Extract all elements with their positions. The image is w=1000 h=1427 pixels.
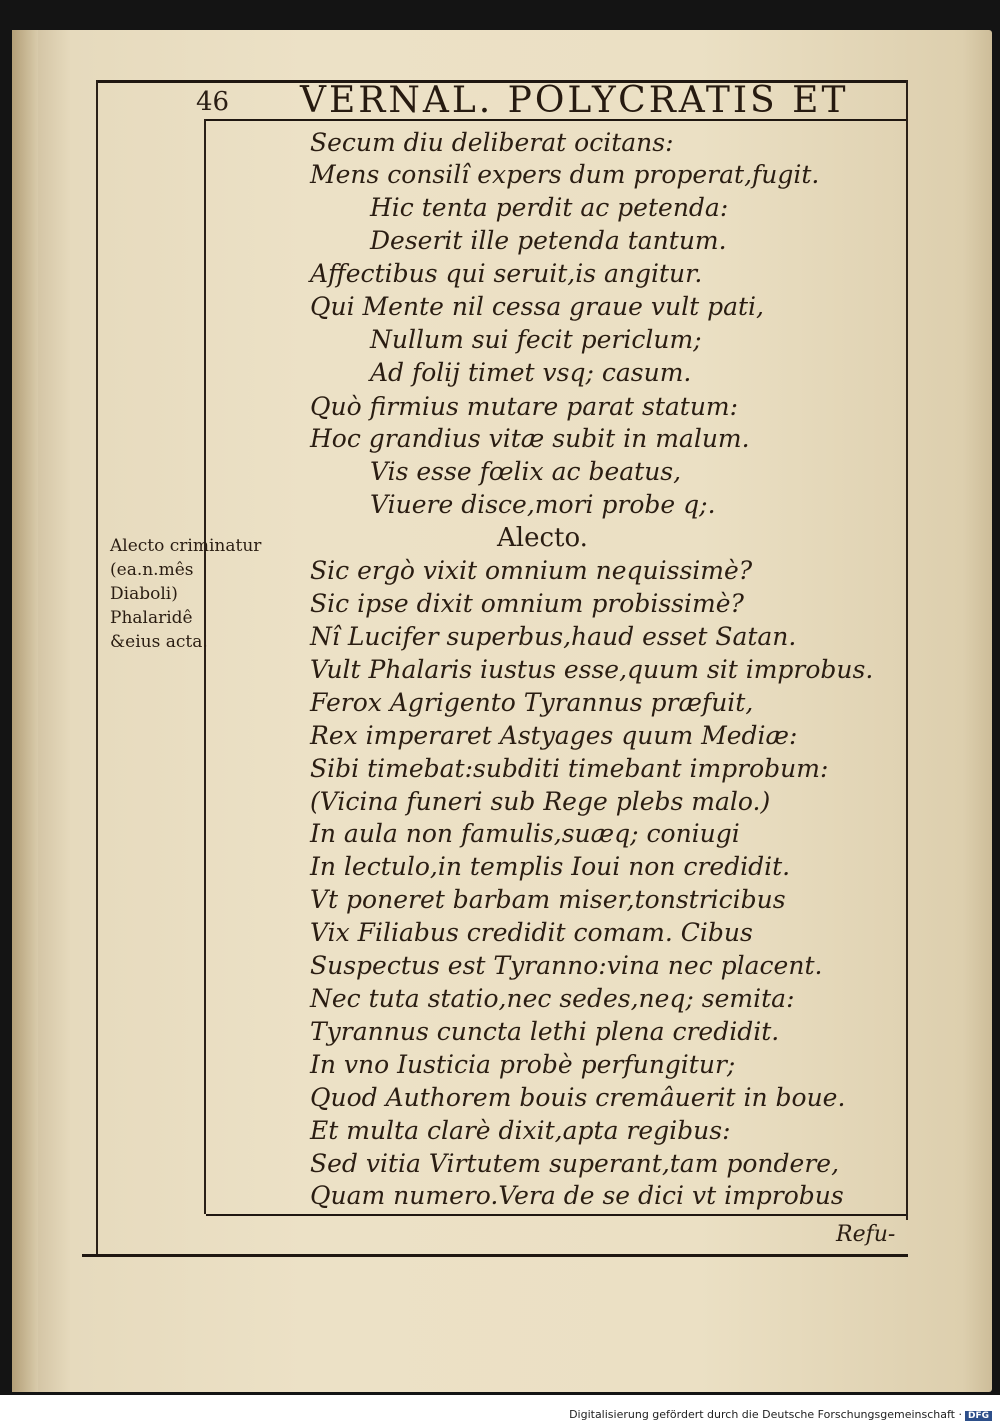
verse-line: (Vicina funeri sub Rege plebs malo.) <box>310 787 771 816</box>
speaker-label: Alecto. <box>497 523 588 553</box>
verse-line: Nec tuta statio,nec sedes,neq; semita: <box>310 984 795 1013</box>
marginal-note-line: Phalaridê <box>110 608 193 628</box>
running-title: VERNAL. POLYCRATIS ET <box>300 80 849 121</box>
left-rule <box>96 80 98 1255</box>
credit-text: Digitalisierung gefördert durch die Deutsche Forschungsgemeinschaft · <box>569 1408 962 1421</box>
verse-line: Nî Lucifer superbus,haud esset Satan. <box>310 622 797 651</box>
verse-line: Vt poneret barbam miser,tonstricibus <box>310 885 786 914</box>
verse-line: Qui Mente nil cessa graue vult pati, <box>310 292 764 321</box>
verse-line: Sed vitia Virtutem superant,tam pondere, <box>310 1149 840 1178</box>
marginal-note-line: &eius acta. <box>110 632 208 652</box>
verse-line: Mens consilî expers dum properat,fugit. <box>310 160 820 189</box>
verse-line: Hic tenta perdit ac petenda: <box>370 193 729 222</box>
verse-line: Hoc grandius vitæ subit in malum. <box>310 424 750 453</box>
verse-line: Ferox Agrigento Tyrannus præfuit, <box>310 688 754 717</box>
verse-line: Nullum sui fecit periclum; <box>370 325 702 354</box>
verse-line: Secum diu deliberat ocitans: <box>310 128 674 157</box>
verse-line: Rex imperaret Astyages quum Mediæ: <box>310 721 798 750</box>
verse-line: Vix Filiabus credidit comam. Cibus <box>310 918 753 947</box>
verse-line: In aula non famulis,suæq; coniugi <box>310 819 740 848</box>
verse-line: Deserit ille petenda tantum. <box>370 226 727 255</box>
verse-line: Suspectus est Tyranno:vina nec placent. <box>310 951 823 980</box>
verse-line: Viuere disce,mori probe q;. <box>370 490 716 519</box>
verse-line: Quam numero.Vera de se dici vt improbus <box>310 1181 844 1210</box>
verse-line: Ad folij timet vsq; casum. <box>370 358 692 387</box>
verse-line: Vis esse fœlix ac beatus, <box>370 457 682 486</box>
verse-line: Affectibus qui seruit,is angitur. <box>310 259 703 288</box>
marginal-note-line: (ea.n.mês <box>110 560 194 580</box>
verse-line: In vno Iusticia probè perfungitur; <box>310 1050 736 1079</box>
marginal-note-line: Alecto criminatur <box>110 536 262 556</box>
verse-line: Quod Authorem bouis cremâuerit in boue. <box>310 1083 846 1112</box>
page-number: 46 <box>196 87 230 117</box>
marginal-note-line: Diaboli) <box>110 584 178 604</box>
verse-line: In lectulo,in templis Ioui non credidit. <box>310 852 791 881</box>
marginal-note <box>110 534 262 654</box>
verse-line: Vult Phalaris iustus esse,quum sit improbus. <box>310 655 874 684</box>
verse-line: Quò firmius mutare parat statum: <box>310 392 739 421</box>
dfg-logo-icon: DFG <box>965 1411 992 1421</box>
text-bottom-rule <box>206 1214 906 1216</box>
verse-line: Tyrannus cuncta lethi plena credidit. <box>310 1017 780 1046</box>
verse-line: Sic ipse dixit omnium probissimè? <box>310 589 744 618</box>
verse-line: Sic ergò vixit omnium nequissimè? <box>310 556 753 585</box>
bottom-rule <box>82 1254 908 1257</box>
catchword: Refu- <box>836 1222 896 1247</box>
verse-line: Sibi timebat:subditi timebant improbum: <box>310 754 829 783</box>
page-edge <box>12 30 38 1392</box>
funding-credit <box>569 1408 992 1421</box>
verse-line: Et multa clarè dixit,apta regibus: <box>310 1116 731 1145</box>
right-rule <box>906 80 908 1220</box>
margin-rule <box>204 119 206 1214</box>
